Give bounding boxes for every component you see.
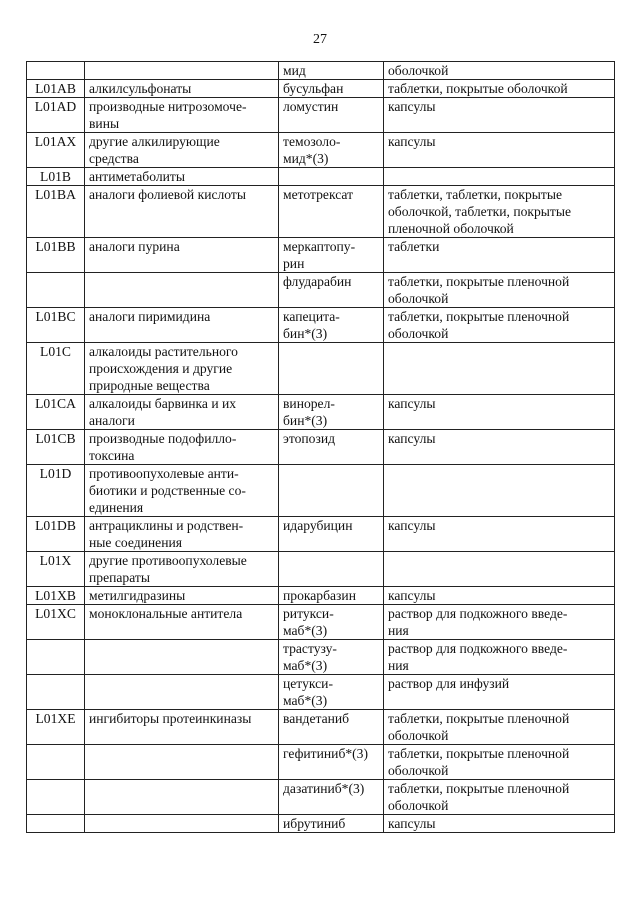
atc-code: L01BC bbox=[27, 308, 85, 343]
pharmacological-group: аналоги пиримидина bbox=[85, 308, 279, 343]
dosage-form: таблетки, покрытые пленочной оболочкой bbox=[384, 745, 615, 780]
pharmacological-group bbox=[85, 62, 279, 80]
drug-name: цетукси- маб*(3) bbox=[279, 675, 384, 710]
atc-code: L01XE bbox=[27, 710, 85, 745]
pharmacological-group bbox=[85, 815, 279, 833]
pharmacological-group: алкалоиды барвинка и их аналоги bbox=[85, 395, 279, 430]
dosage-form: капсулы bbox=[384, 587, 615, 605]
table-row bbox=[27, 98, 615, 133]
table-row bbox=[27, 815, 615, 833]
drug-name bbox=[279, 343, 384, 395]
table-row bbox=[27, 238, 615, 273]
dosage-form: капсулы bbox=[384, 815, 615, 833]
drug-name: темозоло- мид*(3) bbox=[279, 133, 384, 168]
atc-code: L01D bbox=[27, 465, 85, 517]
table-row bbox=[27, 395, 615, 430]
drug-name: мид bbox=[279, 62, 384, 80]
atc-code bbox=[27, 780, 85, 815]
dosage-form: раствор для подкожного введе- ния bbox=[384, 640, 615, 675]
table-row bbox=[27, 465, 615, 517]
pharmacological-group bbox=[85, 780, 279, 815]
atc-code: L01BA bbox=[27, 186, 85, 238]
pharmacological-group bbox=[85, 745, 279, 780]
table-row bbox=[27, 273, 615, 308]
table-row bbox=[27, 343, 615, 395]
atc-code bbox=[27, 815, 85, 833]
atc-code: L01X bbox=[27, 552, 85, 587]
pharmacological-group bbox=[85, 675, 279, 710]
drug-name bbox=[279, 168, 384, 186]
dosage-form: таблетки, покрытые оболочкой bbox=[384, 80, 615, 98]
dosage-form bbox=[384, 168, 615, 186]
atc-code bbox=[27, 675, 85, 710]
dosage-form: капсулы bbox=[384, 98, 615, 133]
table-row bbox=[27, 745, 615, 780]
pharmacological-group: метилгидразины bbox=[85, 587, 279, 605]
drug-name: ритукси- маб*(3) bbox=[279, 605, 384, 640]
dosage-form: раствор для подкожного введе- ния bbox=[384, 605, 615, 640]
dosage-form bbox=[384, 343, 615, 395]
dosage-form: таблетки, покрытые пленочной оболочкой bbox=[384, 273, 615, 308]
table-row bbox=[27, 430, 615, 465]
table-row bbox=[27, 62, 615, 80]
atc-code: L01BB bbox=[27, 238, 85, 273]
dosage-form: таблетки, покрытые пленочной оболочкой bbox=[384, 710, 615, 745]
drug-name: капецита- бин*(3) bbox=[279, 308, 384, 343]
dosage-form: таблетки bbox=[384, 238, 615, 273]
drug-name: бусульфан bbox=[279, 80, 384, 98]
drug-name: вандетаниб bbox=[279, 710, 384, 745]
table-row bbox=[27, 308, 615, 343]
table-row bbox=[27, 780, 615, 815]
drug-name: винорел- бин*(3) bbox=[279, 395, 384, 430]
dosage-form: капсулы bbox=[384, 395, 615, 430]
atc-code: L01XC bbox=[27, 605, 85, 640]
dosage-form: капсулы bbox=[384, 133, 615, 168]
table-row bbox=[27, 710, 615, 745]
dosage-form: таблетки, таблетки, покрытые оболочкой, таблетки, покрытые пленочной оболочкой bbox=[384, 186, 615, 238]
atc-code bbox=[27, 62, 85, 80]
table-row bbox=[27, 80, 615, 98]
pharmacological-group: другие противоопухолевые препараты bbox=[85, 552, 279, 587]
table-row bbox=[27, 640, 615, 675]
atc-code bbox=[27, 640, 85, 675]
dosage-form: раствор для инфузий bbox=[384, 675, 615, 710]
dosage-form: таблетки, покрытые пленочной оболочкой bbox=[384, 780, 615, 815]
drug-name bbox=[279, 465, 384, 517]
atc-code: L01C bbox=[27, 343, 85, 395]
pharmacological-group bbox=[85, 640, 279, 675]
drug-name bbox=[279, 552, 384, 587]
table-row bbox=[27, 186, 615, 238]
pharmacological-group: антиметаболиты bbox=[85, 168, 279, 186]
atc-code: L01CA bbox=[27, 395, 85, 430]
page-number: 27 bbox=[313, 32, 327, 47]
drug-name: ломустин bbox=[279, 98, 384, 133]
atc-code: L01XB bbox=[27, 587, 85, 605]
drug-name: трастузу- маб*(3) bbox=[279, 640, 384, 675]
table-row bbox=[27, 133, 615, 168]
drug-name: этопозид bbox=[279, 430, 384, 465]
dosage-form: капсулы bbox=[384, 517, 615, 552]
dosage-form: капсулы bbox=[384, 430, 615, 465]
pharmacological-group: антрациклины и родствен- ные соединения bbox=[85, 517, 279, 552]
table-row bbox=[27, 517, 615, 552]
table-row bbox=[27, 552, 615, 587]
atc-code bbox=[27, 745, 85, 780]
table-body bbox=[27, 62, 615, 833]
atc-code: L01B bbox=[27, 168, 85, 186]
drug-table bbox=[26, 61, 615, 833]
drug-name: идарубицин bbox=[279, 517, 384, 552]
drug-name: флударабин bbox=[279, 273, 384, 308]
pharmacological-group: моноклональные антитела bbox=[85, 605, 279, 640]
drug-name: прокарбазин bbox=[279, 587, 384, 605]
dosage-form: таблетки, покрытые пленочной оболочкой bbox=[384, 308, 615, 343]
drug-name: гефитиниб*(3) bbox=[279, 745, 384, 780]
pharmacological-group: аналоги пурина bbox=[85, 238, 279, 273]
pharmacological-group: другие алкилирующие средства bbox=[85, 133, 279, 168]
table-row bbox=[27, 675, 615, 710]
table-row bbox=[27, 587, 615, 605]
pharmacological-group: противоопухолевые анти- биотики и родственные со- единения bbox=[85, 465, 279, 517]
atc-code bbox=[27, 273, 85, 308]
table-row bbox=[27, 168, 615, 186]
drug-name: метотрексат bbox=[279, 186, 384, 238]
atc-code: L01AD bbox=[27, 98, 85, 133]
atc-code: L01DB bbox=[27, 517, 85, 552]
dosage-form: оболочкой bbox=[384, 62, 615, 80]
drug-name: ибрутиниб bbox=[279, 815, 384, 833]
pharmacological-group: алкилсульфонаты bbox=[85, 80, 279, 98]
pharmacological-group: производные подофилло- токсина bbox=[85, 430, 279, 465]
atc-code: L01AB bbox=[27, 80, 85, 98]
dosage-form bbox=[384, 552, 615, 587]
drug-name: дазатиниб*(3) bbox=[279, 780, 384, 815]
pharmacological-group: производные нитрозомоче- вины bbox=[85, 98, 279, 133]
pharmacological-group: аналоги фолиевой кислоты bbox=[85, 186, 279, 238]
atc-code: L01CB bbox=[27, 430, 85, 465]
table-row bbox=[27, 605, 615, 640]
atc-code: L01AX bbox=[27, 133, 85, 168]
pharmacological-group: алкалоиды растительного происхождения и другие природные вещества bbox=[85, 343, 279, 395]
pharmacological-group bbox=[85, 273, 279, 308]
dosage-form bbox=[384, 465, 615, 517]
pharmacological-group: ингибиторы протеинкиназы bbox=[85, 710, 279, 745]
drug-name: меркаптопу- рин bbox=[279, 238, 384, 273]
